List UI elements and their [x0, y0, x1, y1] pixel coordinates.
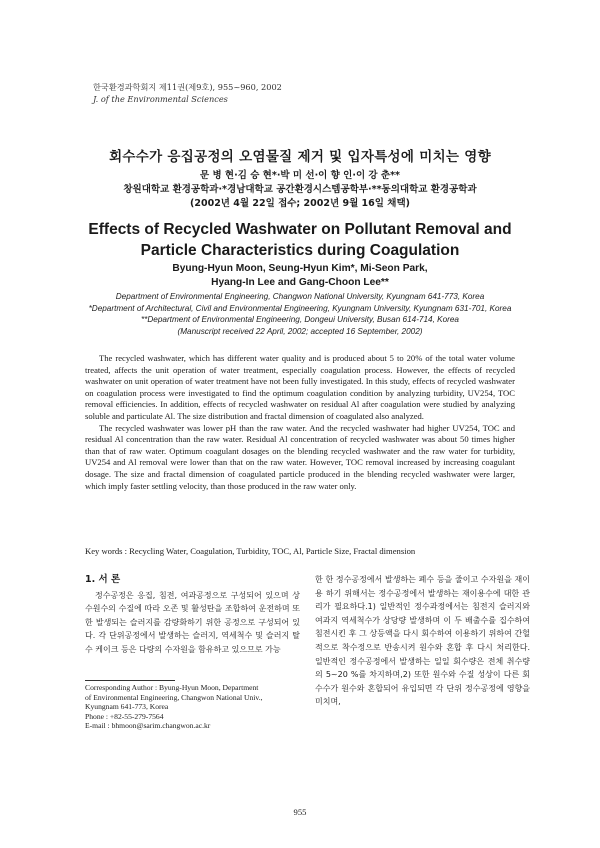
english-authors-line-2: Hyang-In Lee and Gang-Choon Lee** [211, 277, 389, 288]
manuscript-dates: (Manuscript received 22 April, 2002; accepted 16 September, 2002) [177, 326, 423, 336]
footnote-line-3: Kyungnam 641-773, Korea [85, 702, 169, 712]
keywords: Key words : Recycling Water, Coagulation, Turbidity, TOC, Al, Particle Size, Fractal dimension [85, 546, 416, 556]
corresponding-author-footnote [85, 683, 300, 731]
footnote-divider [85, 680, 175, 681]
journal-line-en: J. of the Environmental Sciences [93, 94, 228, 104]
abstract [85, 353, 515, 492]
affiliation-1: Department of Environmental Engineering, Changwon National University, Kyungnam 641-773, Korea [115, 292, 485, 301]
korean-received-dates: (2002년 4월 22일 접수; 2002년 9월 16일 채택) [190, 198, 410, 209]
affiliation-3: **Department of Environmental Engineering, Dongeui University, Busan 614-714, Korea [141, 315, 459, 325]
journal-line-ko: 한국환경과학회지 제11권(제9호), 955~960, 2002 [93, 82, 282, 92]
abstract-paragraph-2: The recycled washwater was lower pH than the raw water. And the recycled washwater had higher UV254, TOC and residual Al concentration than the raw water. Residual Al concentration of recycled washwater was about 50 times higher than that of raw water. Optimum coagulant dosages on the blending recycled washwater and the raw water for turbidity, UV254 and Al removal were lower than that on the raw water. However, TOC removal increased by increasing coagulant dosage. The size and fractal dimension of coagulated particle produced in the blending recycled washwater were larger, which imply faster settling velocity, than those produced in the raw water only. [85, 422, 515, 491]
footnote-phone: Phone : +82-55-279-7564 [85, 711, 164, 721]
section-heading: 1. 서 론 [85, 574, 121, 585]
body-text-left: 정수공정은 응집, 침전, 여과공정으로 구성되어 있으며 상수원수의 수질에 따라 오존 및 활성탄을 조합하여 운전하며 또한 발생되는 슬러지를 감량화하기 위한 공정으로 구성되어 있다. 각 단위공정에서 발생하는 슬러지, 역세척수 및 슬러지 탈수 케이크 등은 다량의 수자원을 함유하고 있으므로 가능 [85, 590, 300, 654]
affiliation-2: *Department of Architectural, Civil and Environmental Engineering, Kyungnam University, Kyungnam 631-701, Korea [88, 303, 512, 313]
journal-header [93, 81, 282, 105]
body-text-right: 한 한 정수공정에서 발생하는 폐수 등을 줄이고 수자원을 재이용 하기 위해서는 정수공정에서 발생하는 재이용수에 대한 관리가 필요하다.1) 일반적인 정수과정에서는 침전지 슬러지와 여과지 역세척수가 상당량 발생하며 이 두 배출수를 집수하여 침전시킨 후 그 상등액을 다시 회수하여 이용하기 위하여 간헐적으로 착수정으로 반송시켜 원수와 혼합 후 다시 처리한다. 일반적인 정수공정에서 발생하는 일일 회수량은 전체 취수량의 5~20 %를 차지하며,2) 또한 원수와 수질 성상이 다른 회수수가 원수와 혼합되어 유입되면 각 단위 정수공정에 영향을 미치며, [315, 575, 530, 707]
footnote-line-2: of Environmental Engineering, Changwon National Univ., [85, 692, 263, 702]
body-column-left [85, 573, 300, 657]
korean-affiliations: 창원대학교 환경공학과·*경남대학교 공간환경시스템공학부·**동의대학교 환경공학과 [123, 184, 477, 195]
english-authors [0, 262, 600, 290]
body-column-right [315, 573, 530, 709]
korean-authors: 문 병 현·김 승 현*·박 미 선·이 향 인·이 강 춘** [199, 170, 401, 181]
abstract-paragraph-1: The recycled washwater, which has different water quality and is produced about 5 to 20% of the total water volume treated, affects the unit operation of water treatment, especially coagulation process. However, the effects of recycled washwater on unit operation of water treatment have not been fully investigated. In this study, effects of recycled washwater on coagulation process were investigated to find the optimum coagulation condition by analyzing turbidity, UV254, TOC removal efficiencies. In addition, effects of recycled washwater on residual Al after coagulation were studied by analyzing soluble and particulate Al. The size distribution and fractal dimension of coagulated also analyzed. [85, 353, 515, 421]
korean-author-block [0, 169, 600, 211]
english-authors-line-1: Byung-Hyun Moon, Seung-Hyun Kim*, Mi-Seon Park, [172, 263, 428, 274]
footnote-email: E-mail : bhmoon@sarim.changwon.ac.kr [85, 721, 211, 731]
english-title-line-2: Particle Characteristics during Coagulation [140, 242, 460, 259]
english-title [0, 219, 600, 261]
english-affiliations [0, 291, 600, 337]
footnote-line-1: Corresponding Author : Byung-Hyun Moon, Department [85, 683, 259, 692]
english-title-line-1: Effects of Recycled Washwater on Pollutant Removal and [88, 221, 512, 238]
korean-title: 회수수가 응집공정의 오염물질 제거 및 입자특성에 미치는 영향 [109, 149, 491, 165]
page-number: 955 [293, 807, 307, 817]
